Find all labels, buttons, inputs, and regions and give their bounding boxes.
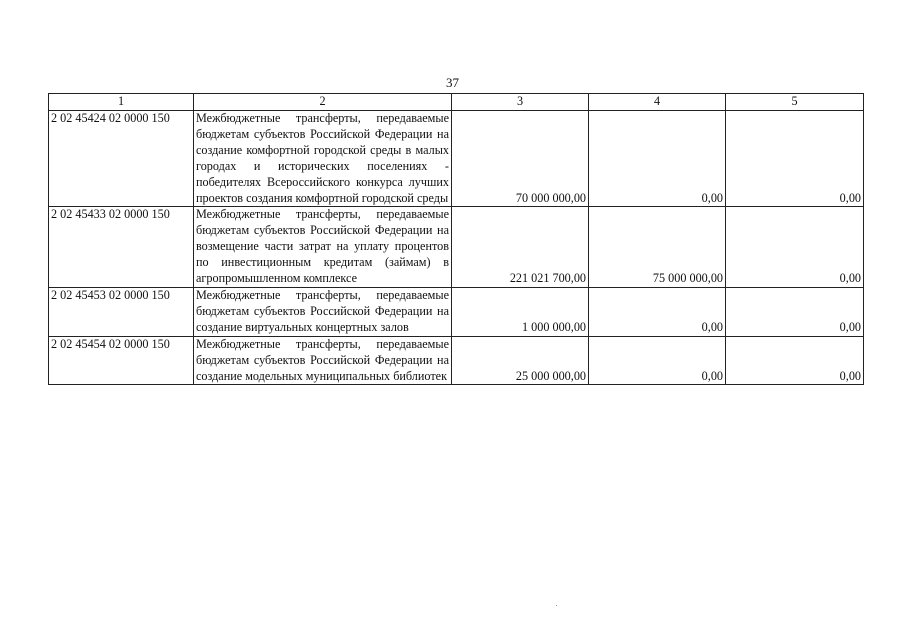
description-cell: Межбюджетные трансферты, передаваемые бюджетам субъектов Российской Федерации на создание виртуальных концертных залов [194,287,452,336]
column-header-5: 5 [726,94,864,111]
amount-col3-cell: 1 000 000,00 [452,287,589,336]
amount-col5-cell: 0,00 [726,336,864,385]
amount-col5-cell: 0,00 [726,207,864,288]
table-row [49,111,864,207]
scan-speck [556,605,557,606]
column-header-3: 3 [452,94,589,111]
amount-col5-cell: 0,00 [726,111,864,207]
table-row [49,287,864,336]
page-number: 37 [446,75,459,90]
column-header-2: 2 [194,94,452,111]
description-cell: Межбюджетные трансферты, передаваемые бюджетам субъектов Российской Федерации на создание модельных муниципальных библиотек [194,336,452,385]
budget-code-cell: 2 02 45433 02 0000 150 [49,207,194,288]
column-header-1: 1 [49,94,194,111]
table-header-row [49,94,864,111]
amount-col4-cell: 0,00 [589,287,726,336]
budget-code-cell: 2 02 45424 02 0000 150 [49,111,194,207]
description-cell: Межбюджетные трансферты, передаваемые бюджетам субъектов Российской Федерации на создание комфортной городской среды в малых городах и исторических поселениях - победителях Всероссийского конкурса лучших проектов создания комфортной городской среды [194,111,452,207]
budget-code-cell: 2 02 45453 02 0000 150 [49,287,194,336]
amount-col3-cell: 25 000 000,00 [452,336,589,385]
amount-col4-cell: 0,00 [589,336,726,385]
budget-table [48,93,864,385]
column-header-4: 4 [589,94,726,111]
amount-col3-cell: 70 000 000,00 [452,111,589,207]
table-row [49,336,864,385]
table-row [49,207,864,288]
amount-col4-cell: 0,00 [589,111,726,207]
budget-code-cell: 2 02 45454 02 0000 150 [49,336,194,385]
amount-col4-cell: 75 000 000,00 [589,207,726,288]
amount-col5-cell: 0,00 [726,287,864,336]
amount-col3-cell: 221 021 700,00 [452,207,589,288]
description-cell: Межбюджетные трансферты, передаваемые бюджетам субъектов Российской Федерации на возмещение части затрат на уплату процентов по инвестиционным кредитам (займам) в агропромышленном комплексе [194,207,452,288]
